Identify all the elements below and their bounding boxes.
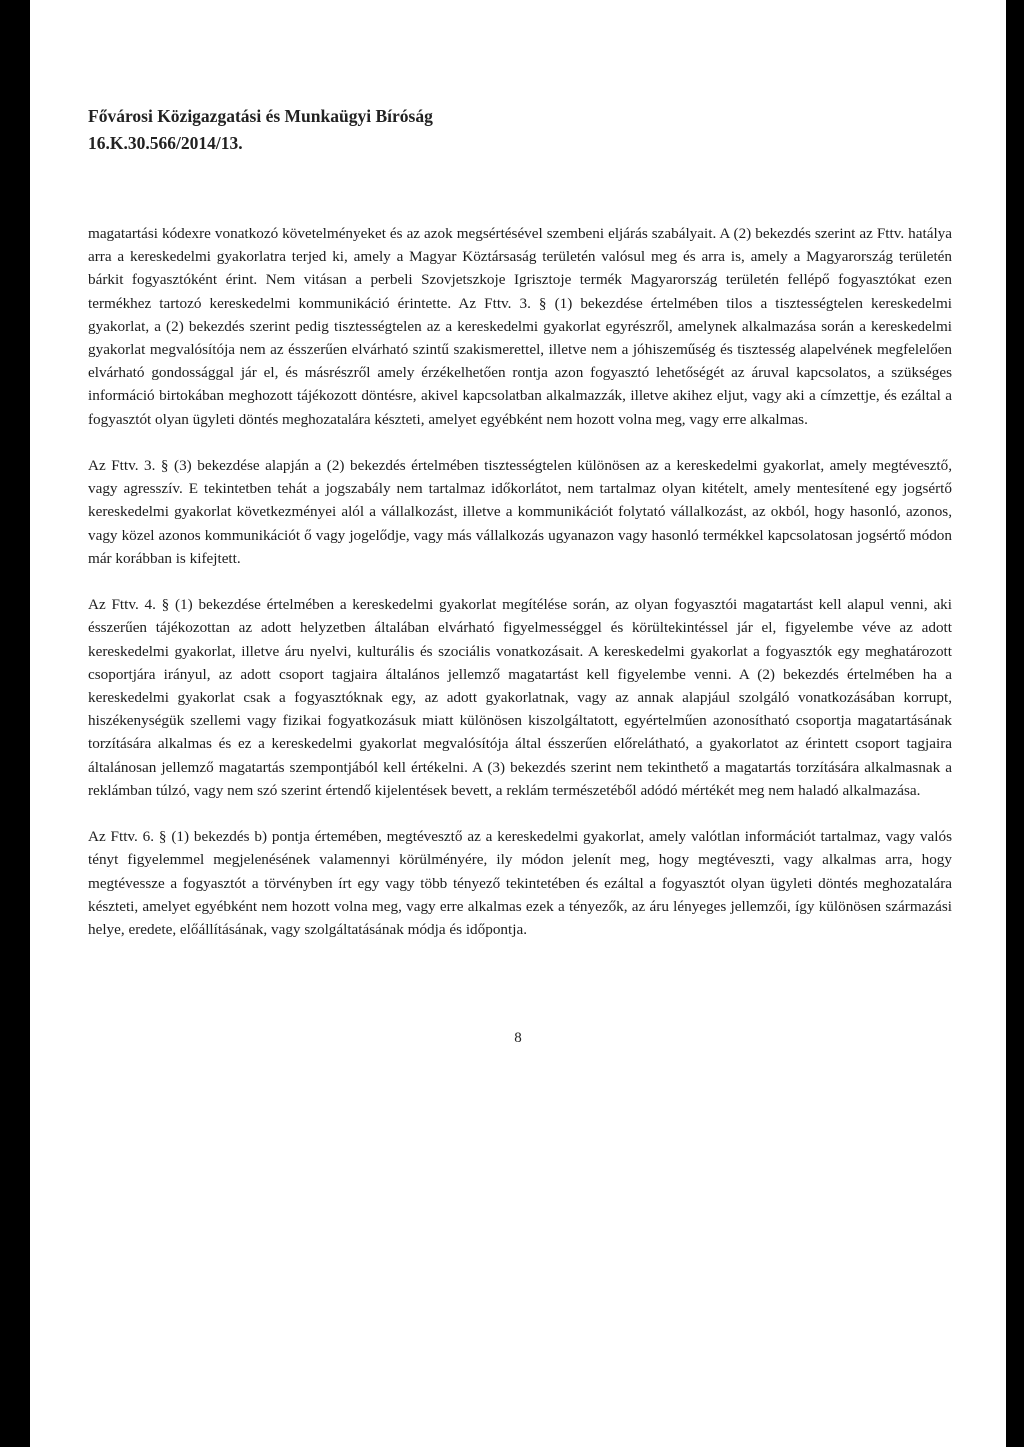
document-header	[88, 103, 433, 157]
paragraph-fttv-3-3: Az Fttv. 3. § (3) bekezdése alapján a (2) bekezdés értelmében tisztességtelen különösen az a kereskedelmi gyakorlat, amely megtévesztő, vagy agresszív. E tekintetben tehát a jogszabály nem tartalmaz időkorlátot, nem tartalmaz olyan kitételt, amely mentesítené egy jogsértő kereskedelmi gyakorlat következményei alól a vállalkozást, illetve a kommunikációt folytató vállalkozást, az okból, hogy hasonló, azonos, vagy közel azonos kommunikációt ő vagy jogelődje, vagy más vállalkozás ugyanazon vagy hasonló termékkel kapcsolatosan jogsértő módon már korábban is kifejtett.	[88, 457, 952, 567]
page-number: 8	[514, 1030, 522, 1046]
document-body	[88, 222, 952, 964]
case-number: 16.K.30.566/2014/13.	[88, 133, 243, 153]
paragraph-fttv-6-1: Az Fttv. 6. § (1) bekezdés b) pontja értemében, megtévesztő az a kereskedelmi gyakorlat, amely valótlan információt tartalmaz, vagy valós tényt figyelemmel megjelenésének valamennyi körülményére, ily módon jelenít meg, hogy megtéveszti, vagy alkalmas arra, hogy megtévessze a fogyasztót a törvényben írt egy vagy több tényező tekintetében és ezáltal a fogyasztót olyan ügyleti döntés meghozatalára készteti, amelyet egyébként nem hozott volna meg, vagy erre alkalmas ezek a tényezők, az áru lényeges jellemzői, így különösen származási helye, eredete, előállításának, vagy szolgáltatásának módja és időpontja.	[88, 828, 952, 939]
paragraph-fttv-4-1: Az Fttv. 4. § (1) bekezdése értelmében a kereskedelmi gyakorlat megítélése során, az olyan fogyasztói magatartást kell alapul venni, aki ésszerűen tájékozottan az adott helyzetben általában elvárható figyelmességgel és körültekintéssel jár el, figyelembe véve az adott kereskedelmi gyakorlat, illetve áru nyelvi, kulturális és szociális vonatkozásait. A kereskedelmi gyakorlat a fogyasztók egy meghatározott csoportjára irányul, az adott csoport tagjaira általános jellemző magatartást kell figyelembe venni. A (2) bekezdés értelmében ha a kereskedelmi gyakorlat csak a fogyasztóknak egy, az adott gyakorlatnak, vagy az annak alapjául szolgáló vonatkozásában korrupt, hiszékenységük szellemi vagy fizikai fogyatkozásuk miatt különösen kiszolgáltatott, egyértelműen azonosítható csoportja magatartásának torzítására alkalmas és ez a kereskedelmi gyakorlat megvalósítója által ésszerűen előrelátható, a gyakorlatot az érintett csoport tagjaira általánosan jellemző magatartás szempontjából kell értékelni. A (3) bekezdés szerint nem tekinthető a magatartás torzítására alkalmasnak a reklámban túlzó, vagy nem szó szerint értendő kijelentések bevett, a reklám természetéből adódó mértékét meg nem haladó alkalmazása.	[88, 596, 952, 799]
court-name: Fővárosi Közigazgatási és Munkaügyi Bíróság	[88, 106, 433, 126]
document-page	[30, 0, 1006, 1447]
paragraph-code-of-conduct: magatartási kódexre vonatkozó követelményeket és az azok megsértésével szembeni eljárás szabályait. A (2) bekezdés szerint az Fttv. hatálya arra a kereskedelmi gyakorlatra terjed ki, amely a Magyar Köztársaság területén valósul meg és arra is, amely a Magyarország területén bárkit fogyasztóként érint. Nem vitásan a perbeli Szovjetszkoje Igrisztoje termék Magyarország területén fellépő fogyasztókat ezen termékhez tartozó kereskedelmi kommunikáció érintette. Az Fttv. 3. § (1) bekezdése értelmében tilos a tisztességtelen kereskedelmi gyakorlat, a (2) bekezdés szerint pedig tisztességtelen az a kereskedelmi gyakorlat egyrészről, amelynek alkalmazása során a kereskedelmi gyakorlat megvalósítója nem az ésszerűen elvárható szintű szakismerettel, illetve nem a jóhiszeműség és tisztesség alapelvének megfelelően elvárható gondossággal jár el, és másrészről amely érzékelhetően rontja azon fogyasztó lehetőségét az áruval kapcsolatos, a szükséges információ birtokában meghozott tájékozott döntésre, akivel kapcsolatban alkalmazzák, illetve akihez eljut, vagy aki a címzettje, és ezáltal a fogyasztót olyan ügyleti döntés meghozatalára készteti, amelyet egyébként nem hozott volna meg, vagy erre alkalmas.	[88, 225, 952, 428]
